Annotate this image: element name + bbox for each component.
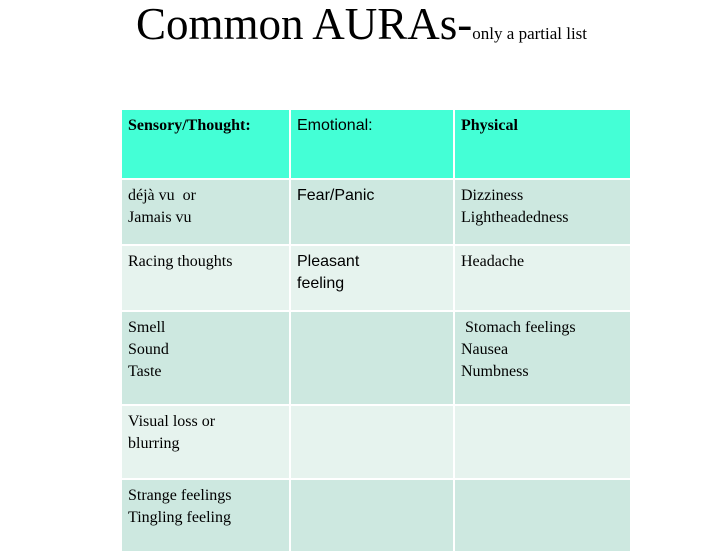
cell-line: Nausea xyxy=(461,341,509,358)
cell-sensory xyxy=(121,245,290,311)
cell-line: Numbness xyxy=(461,363,529,380)
cell-line: Sound xyxy=(128,341,169,358)
cell-emotional xyxy=(290,479,454,552)
cell-sensory xyxy=(121,311,290,405)
cell-line: Jamais vu xyxy=(128,209,192,226)
cell-line: feeling xyxy=(297,275,345,292)
cell-emotional xyxy=(290,311,454,405)
aura-table xyxy=(120,108,632,553)
header-sensory: Sensory/Thought: xyxy=(121,109,290,179)
cell-line: déjà vu or xyxy=(128,187,196,204)
cell-line: Headache xyxy=(461,253,525,270)
cell-line: Dizziness xyxy=(461,187,524,204)
cell-line: Lightheadedness xyxy=(461,209,569,226)
cell-line: Taste xyxy=(128,363,162,380)
cell-sensory xyxy=(121,479,290,552)
table-row xyxy=(121,311,631,405)
cell-sensory xyxy=(121,405,290,479)
cell-emotional xyxy=(290,405,454,479)
cell-line: Strange feelings xyxy=(128,487,232,504)
cell-line: Visual loss or xyxy=(128,413,216,430)
cell-line: Racing thoughts xyxy=(128,253,233,270)
cell-emotional xyxy=(290,245,454,311)
table-row xyxy=(121,245,631,311)
cell-physical xyxy=(454,479,631,552)
table-row xyxy=(121,179,631,245)
cell-physical xyxy=(454,245,631,311)
cell-emotional xyxy=(290,179,454,245)
table-row xyxy=(121,405,631,479)
cell-physical xyxy=(454,405,631,479)
header-emotional: Emotional: xyxy=(290,109,454,179)
cell-line: Stomach feelings xyxy=(461,319,576,336)
page-title xyxy=(136,2,587,47)
title-main: Common AURAs- xyxy=(136,0,473,49)
header-physical: Physical xyxy=(454,109,631,179)
cell-sensory xyxy=(121,179,290,245)
cell-line: Smell xyxy=(128,319,166,336)
cell-line: Pleasant xyxy=(297,253,360,270)
cell-physical xyxy=(454,179,631,245)
table-header-row xyxy=(121,109,631,179)
cell-physical xyxy=(454,311,631,405)
cell-line: Tingling feeling xyxy=(128,509,231,526)
cell-line: blurring xyxy=(128,435,180,452)
title-subtitle: only a partial list xyxy=(472,24,588,43)
table-row xyxy=(121,479,631,552)
cell-line: Fear/Panic xyxy=(297,187,375,204)
